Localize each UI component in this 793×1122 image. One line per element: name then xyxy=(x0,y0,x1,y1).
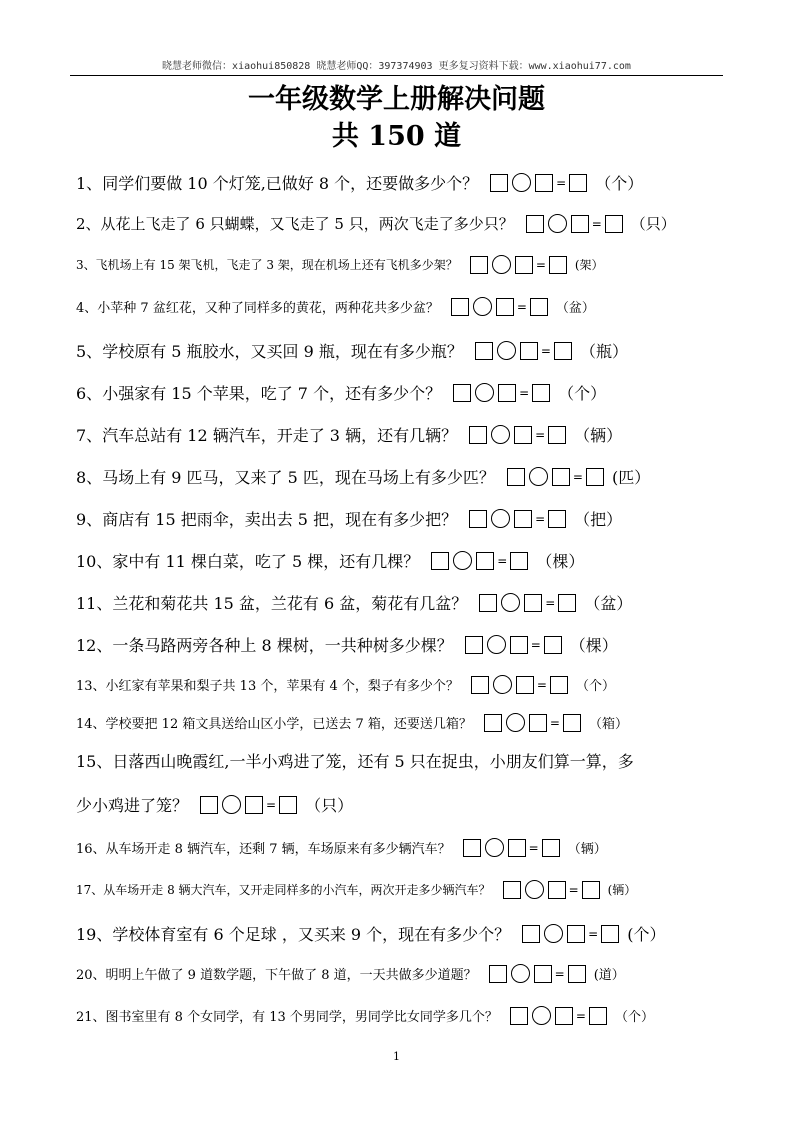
question-text: 从花上飞走了 6 只蝴蝶，又飞走了 5 只，两次飞走了多少只？ xyxy=(100,215,514,233)
question-number: 10、 xyxy=(76,552,113,571)
question-row xyxy=(76,213,724,234)
question-number: 21、 xyxy=(76,1010,106,1025)
page-header: 晓慧老师微信：xiaohui850828 晓慧老师QQ：397374903 更多复习资料下载：www.xiaohui77.com xyxy=(70,57,723,76)
question-row xyxy=(76,381,724,404)
answer-box[interactable] xyxy=(548,426,566,444)
question-number: 14、 xyxy=(76,717,106,732)
unit-label: （个） xyxy=(575,679,615,694)
question-row xyxy=(76,549,724,572)
equals-sign: = xyxy=(497,553,508,568)
question-text: 图书室里有 8 个女同学，有 13 个男同学，男同学比女同学多几个？ xyxy=(105,1010,498,1025)
operator-circle[interactable] xyxy=(473,297,492,316)
question-row xyxy=(76,922,724,945)
operator-circle[interactable] xyxy=(491,509,510,528)
equals-sign: = xyxy=(568,882,579,897)
answer-equation xyxy=(520,924,621,943)
question-row xyxy=(76,507,724,530)
answer-equation xyxy=(451,383,552,402)
question-text: 学校原有 5 瓶胶水，又买回 9 瓶，现在有多少瓶？ xyxy=(102,342,463,361)
equals-sign: = xyxy=(588,926,599,941)
unit-label: （个） xyxy=(558,384,607,403)
question-row xyxy=(76,713,724,732)
question-row xyxy=(76,838,724,857)
operator-circle[interactable] xyxy=(453,551,472,570)
question-number: 16、 xyxy=(76,842,106,857)
operator-circle[interactable] xyxy=(487,635,506,654)
equals-sign: = xyxy=(516,299,527,314)
page-subtitle: 共 150 道 xyxy=(331,121,462,152)
unit-label: （棵） xyxy=(536,552,585,571)
answer-box[interactable] xyxy=(507,468,525,486)
answer-box[interactable] xyxy=(514,510,532,528)
equals-sign: = xyxy=(528,840,539,855)
answer-box[interactable] xyxy=(471,676,489,694)
answer-box[interactable] xyxy=(508,839,526,857)
equals-sign: = xyxy=(591,216,602,231)
unit-label: (个） xyxy=(627,925,666,944)
answer-box[interactable] xyxy=(503,881,521,899)
unit-label: （盆） xyxy=(555,301,595,316)
answer-box[interactable] xyxy=(515,256,533,274)
equals-sign: = xyxy=(535,257,546,272)
answer-box[interactable] xyxy=(532,384,550,402)
answer-equation xyxy=(505,467,606,486)
answer-box[interactable] xyxy=(582,881,600,899)
operator-circle[interactable] xyxy=(548,214,567,233)
answer-box[interactable] xyxy=(548,510,566,528)
answer-equation xyxy=(463,635,564,654)
answer-equation xyxy=(461,838,562,857)
question-number: 1、 xyxy=(76,174,103,193)
answer-box[interactable] xyxy=(520,342,538,360)
answer-box[interactable] xyxy=(535,174,553,192)
question-text: 学校体育室有 6 个足球 ，又买来 9 个，现在有多少个？ xyxy=(112,925,511,944)
question-number: 9、 xyxy=(76,510,103,529)
answer-box[interactable] xyxy=(470,256,488,274)
question-row xyxy=(76,255,724,274)
answer-box[interactable] xyxy=(465,636,483,654)
question-number: 12、 xyxy=(76,636,113,655)
question-text: 一条马路两旁各种上 8 棵树，一共种树多少棵？ xyxy=(112,636,453,655)
unit-label: （个） xyxy=(595,174,644,193)
answer-box[interactable] xyxy=(469,426,487,444)
unit-label: （把） xyxy=(574,510,623,529)
question-row xyxy=(76,633,724,656)
question-row xyxy=(76,964,724,983)
answer-box[interactable] xyxy=(510,552,528,570)
question-number: 13、 xyxy=(76,679,106,694)
answer-equation xyxy=(488,173,589,192)
question-text: 马场上有 9 匹马，又来了 5 匹，现在马场上有多少匹？ xyxy=(102,468,495,487)
question-row xyxy=(76,423,724,446)
operator-circle[interactable] xyxy=(544,924,563,943)
answer-equation xyxy=(469,675,570,694)
answer-equation xyxy=(487,964,588,983)
unit-label: （箱） xyxy=(588,717,628,732)
answer-box[interactable] xyxy=(522,925,540,943)
question-15-line1: 15、日落西山晚霞红,一半小鸡进了笼，还有 5 只在捉虫，小朋友们算一算，多 xyxy=(76,752,634,771)
answer-equation xyxy=(508,1006,609,1025)
operator-circle[interactable] xyxy=(512,173,531,192)
operator-circle[interactable] xyxy=(493,675,512,694)
answer-box[interactable] xyxy=(279,796,297,814)
unit-label: （棵） xyxy=(569,636,618,655)
answer-box[interactable] xyxy=(544,636,562,654)
answer-box[interactable] xyxy=(586,468,604,486)
answer-box[interactable] xyxy=(550,676,568,694)
question-number: 20、 xyxy=(76,968,106,983)
answer-box[interactable] xyxy=(530,298,548,316)
operator-circle[interactable] xyxy=(529,467,548,486)
answer-box[interactable] xyxy=(605,215,623,233)
equals-sign: = xyxy=(556,175,567,190)
answer-box[interactable] xyxy=(554,342,572,360)
unit-label: （只） xyxy=(305,796,354,815)
answer-box[interactable] xyxy=(534,965,552,983)
equals-sign: = xyxy=(535,511,546,526)
equals-sign: = xyxy=(519,385,530,400)
answer-box[interactable] xyxy=(510,1007,528,1025)
unit-label: (匹） xyxy=(611,468,651,487)
answer-box[interactable] xyxy=(475,342,493,360)
answer-box[interactable] xyxy=(548,881,566,899)
question-row xyxy=(76,465,724,488)
operator-circle[interactable] xyxy=(532,1006,551,1025)
unit-label: （个） xyxy=(614,1010,654,1025)
equals-sign: = xyxy=(549,715,560,730)
operator-circle[interactable] xyxy=(475,383,494,402)
answer-box[interactable] xyxy=(569,174,587,192)
answer-equation xyxy=(198,795,299,814)
question-text: 家中有 11 棵白菜，吃了 5 棵，还有几棵？ xyxy=(112,552,420,571)
answer-box[interactable] xyxy=(558,594,576,612)
question-number: 3、 xyxy=(76,258,96,272)
question-text: 小红家有苹果和梨子共 13 个，苹果有 4 个，梨子有多少个？ xyxy=(105,679,459,694)
unit-label: （辆） xyxy=(574,426,623,445)
question-15-line2 xyxy=(76,793,353,816)
equals-sign: = xyxy=(540,343,551,358)
operator-circle[interactable] xyxy=(511,964,530,983)
question-number: 7、 xyxy=(76,426,103,445)
operator-circle[interactable] xyxy=(501,593,520,612)
equals-sign: = xyxy=(536,677,547,692)
operator-circle[interactable] xyxy=(492,255,511,274)
question-text: 商店有 15 把雨伞，卖出去 5 把，现在有多少把？ xyxy=(102,510,458,529)
question-text: 小强家有 15 个苹果，吃了 7 个，还有多少个？ xyxy=(102,384,442,403)
answer-equation xyxy=(473,341,574,360)
unit-label: （辆） xyxy=(567,842,607,857)
answer-box[interactable] xyxy=(476,552,494,570)
equals-sign: = xyxy=(530,637,541,652)
question-text: 从车场开走 8 辆汽车，还剩 7 辆，车场原来有多少辆汽车？ xyxy=(105,842,451,857)
question-row xyxy=(76,171,724,194)
question-number: 5、 xyxy=(76,342,103,361)
question-text: 从车场开走 8 辆大汽车，又开走同样多的小汽车，两次开走多少辆汽车？ xyxy=(103,883,491,897)
question-text: 飞机场上有 15 架飞机，飞走了 3 架，现在机场上还有飞机多少架？ xyxy=(95,258,458,272)
equals-sign: = xyxy=(535,427,546,442)
operator-circle[interactable] xyxy=(497,341,516,360)
question-number: 19、 xyxy=(76,925,113,944)
answer-equation xyxy=(467,509,568,528)
answer-box[interactable] xyxy=(552,468,570,486)
answer-equation xyxy=(501,880,602,899)
answer-box[interactable] xyxy=(431,552,449,570)
answer-box[interactable] xyxy=(463,839,481,857)
operator-circle[interactable] xyxy=(525,880,544,899)
answer-box[interactable] xyxy=(496,298,514,316)
page-title: 一年级数学上册解决问题 xyxy=(248,84,545,115)
answer-box[interactable] xyxy=(514,426,532,444)
operator-circle[interactable] xyxy=(222,795,241,814)
question-row xyxy=(76,297,724,316)
question-row xyxy=(76,591,724,614)
question-number: 11、 xyxy=(76,594,113,613)
question-number: 4、 xyxy=(76,301,98,316)
equals-sign: = xyxy=(575,1008,586,1023)
answer-box[interactable] xyxy=(601,925,619,943)
equals-sign: = xyxy=(554,966,565,981)
answer-box[interactable] xyxy=(469,510,487,528)
operator-circle[interactable] xyxy=(491,425,510,444)
answer-equation xyxy=(467,425,568,444)
question-number: 6、 xyxy=(76,384,103,403)
question-number: 8、 xyxy=(76,468,103,487)
answer-equation xyxy=(429,551,530,570)
answer-box[interactable] xyxy=(567,925,585,943)
question-text: 同学们要做 10 个灯笼,已做好 8 个，还要做多少个？ xyxy=(102,174,479,193)
answer-box[interactable] xyxy=(451,298,469,316)
answer-box[interactable] xyxy=(479,594,497,612)
page-number: 1 xyxy=(393,1050,400,1063)
unit-label: （只） xyxy=(630,215,676,233)
unit-label: (架） xyxy=(574,258,604,272)
answer-box[interactable] xyxy=(526,215,544,233)
answer-equation xyxy=(524,214,625,233)
answer-box[interactable] xyxy=(490,174,508,192)
question-text: 小苹种 7 盆红花，又种了同样多的黄花，两种花共多少盆？ xyxy=(97,301,439,316)
unit-label: （盆） xyxy=(584,594,633,613)
question-number: 17、 xyxy=(76,883,104,897)
answer-box[interactable] xyxy=(555,1007,573,1025)
unit-label: (辆） xyxy=(607,883,637,897)
unit-label: (道） xyxy=(593,968,625,983)
question-number: 2、 xyxy=(76,215,101,233)
answer-box[interactable] xyxy=(489,965,507,983)
answer-equation xyxy=(477,593,578,612)
operator-circle[interactable] xyxy=(485,838,504,857)
operator-circle[interactable] xyxy=(506,713,525,732)
equals-sign: = xyxy=(545,595,556,610)
answer-box[interactable] xyxy=(200,796,218,814)
question-row xyxy=(76,1006,724,1025)
answer-box[interactable] xyxy=(484,714,502,732)
answer-box[interactable] xyxy=(516,676,534,694)
answer-equation xyxy=(449,297,550,316)
answer-box[interactable] xyxy=(549,256,567,274)
question-15-text: 少小鸡进了笼？ xyxy=(76,796,189,815)
answer-equation xyxy=(468,255,569,274)
answer-box[interactable] xyxy=(529,714,547,732)
answer-box[interactable] xyxy=(563,714,581,732)
equals-sign: = xyxy=(572,469,583,484)
question-text: 明明上午做了 9 道数学题，下午做了 8 道，一天共做多少道题？ xyxy=(105,968,477,983)
equals-sign: = xyxy=(266,797,277,812)
answer-box[interactable] xyxy=(571,215,589,233)
answer-box[interactable] xyxy=(589,1007,607,1025)
answer-box[interactable] xyxy=(510,636,528,654)
answer-box[interactable] xyxy=(568,965,586,983)
answer-box[interactable] xyxy=(245,796,263,814)
answer-box[interactable] xyxy=(498,384,516,402)
question-text: 学校要把 12 箱文具送给山区小学，已送去 7 箱，还要送几箱？ xyxy=(105,717,472,732)
answer-box[interactable] xyxy=(524,594,542,612)
question-row xyxy=(76,339,724,362)
question-text: 汽车总站有 12 辆汽车，开走了 3 辆，还有几辆？ xyxy=(102,426,458,445)
unit-label: （瓶） xyxy=(579,342,628,361)
question-row xyxy=(76,880,724,899)
answer-equation xyxy=(482,713,583,732)
question-row xyxy=(76,675,724,694)
answer-box[interactable] xyxy=(453,384,471,402)
answer-box[interactable] xyxy=(542,839,560,857)
question-text: 兰花和菊花共 15 盆，兰花有 6 盆，菊花有几盆？ xyxy=(112,594,468,613)
